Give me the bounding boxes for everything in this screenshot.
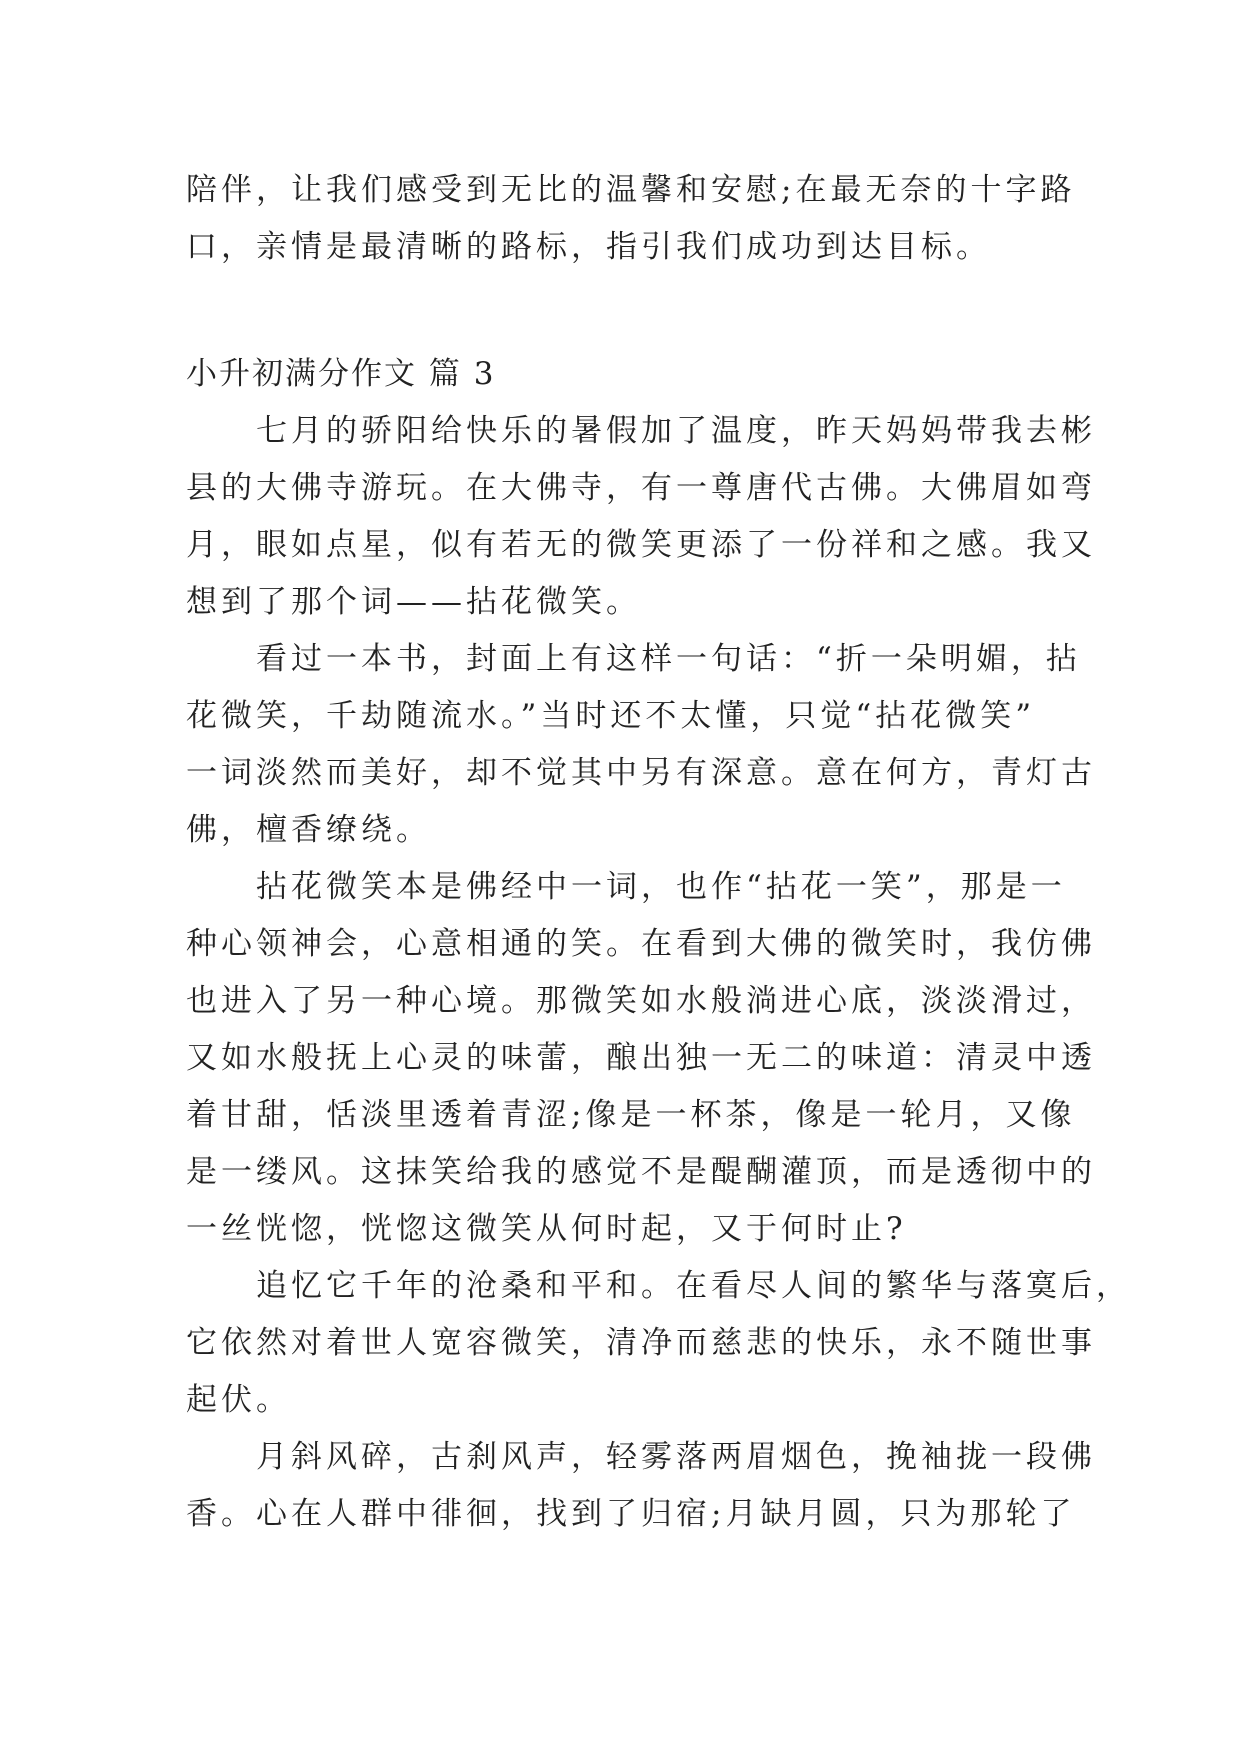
text-line: 也进入了另一种心境。那微笑如水般淌进心底，淡淡滑过， <box>186 983 1096 1019</box>
text-line: 花微笑，千劫随流水。”当时还不太懂，只觉“拈花微笑” <box>186 698 1036 734</box>
text-line: 月斜风碎，古刹风声，轻雾落两眉烟色，挽袖拢一段佛 <box>256 1439 1096 1475</box>
text-line: 陪伴，让我们感受到无比的温馨和安慰;在最无奈的十字路 <box>186 172 1076 208</box>
text-line: 县的大佛寺游玩。在大佛寺，有一尊唐代古佛。大佛眉如弯 <box>186 470 1096 506</box>
text-line: 一丝恍惚，恍惚这微笑从何时起，又于何时止? <box>186 1211 907 1247</box>
paragraph <box>186 1258 1131 1429</box>
text-line: 口，亲情是最清晰的路标，指引我们成功到达目标。 <box>186 229 991 265</box>
text-line: 想到了那个词——拈花微笑。 <box>186 584 641 620</box>
text-line: 佛，檀香缭绕。 <box>186 812 431 848</box>
continued-paragraph <box>186 162 1076 276</box>
section-heading: 小升初满分作文 篇 3 <box>186 356 496 392</box>
text-line: 它依然对着世人宽容微笑，清净而慈悲的快乐，永不随世事 <box>186 1325 1096 1361</box>
text-line: 七月的骄阳给快乐的暑假加了温度，昨天妈妈带我去彬 <box>256 413 1096 449</box>
paragraph <box>186 631 1096 859</box>
text-line: 又如水般抚上心灵的味蕾，酿出独一无二的味道：清灵中透 <box>186 1040 1096 1076</box>
paragraph <box>186 859 1096 1258</box>
text-line: 香。心在人群中徘徊，找到了归宿;月缺月圆，只为那轮了 <box>186 1496 1076 1532</box>
document-body <box>186 162 1131 1543</box>
text-line: 追忆它千年的沧桑和平和。在看尽人间的繁华与落寞后， <box>256 1268 1131 1304</box>
text-line: 拈花微笑本是佛经中一词，也作“拈花一笑”，那是一 <box>256 869 1066 905</box>
text-line: 是一缕风。这抹笑给我的感觉不是醍醐灌顶，而是透彻中的 <box>186 1154 1096 1190</box>
text-line: 月，眼如点星，似有若无的微笑更添了一份祥和之感。我又 <box>186 527 1096 563</box>
paragraph <box>186 403 1096 631</box>
text-line: 着甘甜，恬淡里透着青涩;像是一杯茶，像是一轮月，又像 <box>186 1097 1076 1133</box>
text-line: 起伏。 <box>186 1382 291 1418</box>
text-line: 种心领神会，心意相通的笑。在看到大佛的微笑时，我仿佛 <box>186 926 1096 962</box>
text-line: 一词淡然而美好，却不觉其中另有深意。意在何方，青灯古 <box>186 755 1096 791</box>
text-line: 看过一本书，封面上有这样一句话：“折一朵明媚，拈 <box>256 641 1081 677</box>
paragraph <box>186 1429 1096 1543</box>
